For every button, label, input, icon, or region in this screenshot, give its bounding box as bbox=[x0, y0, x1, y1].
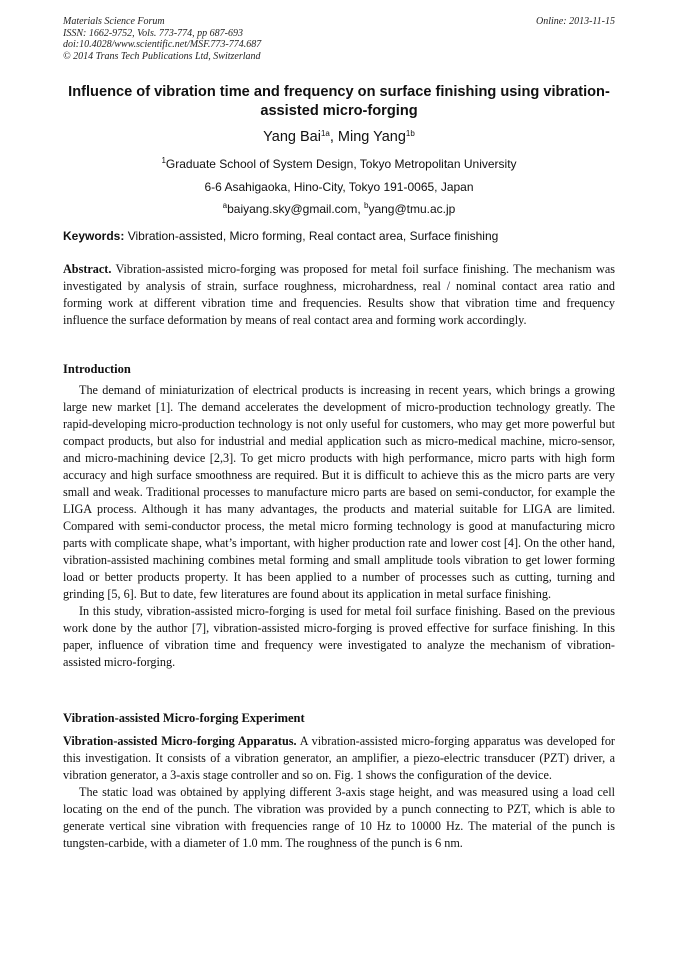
subsection-label: Vibration-assisted Micro-forging Apparatus. bbox=[63, 734, 297, 748]
keywords bbox=[63, 229, 623, 243]
author-name: Ming Yang bbox=[337, 129, 406, 145]
paragraph-text: A vibration-assisted micro-forging apparatus was developed for this investigation. It consists of a vibration generator, an amplifier, a piezo-electric transducer (PZT) driver, a vibration generator, a 3-axis stage controller and so on. Fig. 1 shows the configuration of the device. bbox=[63, 734, 615, 782]
email-address: baiyang.sky@gmail.com bbox=[227, 202, 358, 216]
email-superscript: a bbox=[222, 201, 228, 210]
affiliation-address: 6-6 Asahigaoka, Hino-City, Tokyo 191-0065, Japan bbox=[204, 180, 474, 194]
email-address: yang@tmu.ac.jp bbox=[368, 202, 456, 216]
author-separator: , bbox=[329, 129, 338, 145]
email-separator: , bbox=[357, 202, 364, 216]
abstract bbox=[63, 261, 615, 329]
abstract-text: Vibration-assisted micro-forging was proposed for metal foil surface finishing. The mechanism was investigated by analysis of strain, surface roughness, microhardness, real / nominal contact area ratio and forming work at different vibration time and frequencies. Results show that vibration time and frequency influence the surface deformation by means of real contact area and forming work accordingly. bbox=[63, 262, 615, 327]
affiliation-institution: Graduate School of System Design, Tokyo Metropolitan University bbox=[165, 157, 517, 171]
experiment-heading: Vibration-assisted Micro-forging Experiment bbox=[63, 711, 305, 725]
keywords-text: Vibration-assisted, Micro forming, Real contact area, Surface finishing bbox=[124, 229, 499, 243]
journal-issn: ISSN: 1662-9752, Vols. 773-774, pp 687-693 bbox=[63, 27, 243, 39]
paper-title: Influence of vibration time and frequency on surface finishing using vibration-assisted micro-forging bbox=[68, 84, 610, 119]
email-superscript: b bbox=[364, 201, 369, 210]
online-date: Online: 2013-11-15 bbox=[536, 16, 615, 27]
author-superscript: 1b bbox=[405, 129, 415, 138]
abstract-label: Abstract. bbox=[63, 262, 112, 276]
journal-copyright: © 2014 Trans Tech Publications Ltd, Switzerland bbox=[63, 50, 261, 62]
keywords-label: Keywords: bbox=[63, 229, 125, 243]
author-superscript: 1a bbox=[320, 129, 330, 138]
introduction-body bbox=[63, 382, 615, 671]
journal-header bbox=[63, 16, 615, 62]
author-name: Yang Bai bbox=[263, 129, 321, 145]
paragraph: The demand of miniaturization of electrical products is increasing in recent years, which brings a growing large new market [1]. The demand accelerates the development of micro-production technology greatly. The rapid-developing micro-production technology is not only useful for customers, who may get more powerful but compact products, but also for industrial and medial application such as micro-medical machine, micro-sensor, and micro-machining device [2,3]. To get micro products with high performance, micro parts with high form accuracy and high surface smoothness are required. But it is difficult to achieve this as the micro parts are very small and weak. Traditional processes to manufacture micro parts are based on semi-conductor, for example the LIGA process. Although it has many advantages, the products and material suitable for LIGA are limited. Compared with semi-conductor process, the metal micro forming technology is good at manufacturing micro parts with complicate shape, what’s important, with higher production rate and lower cost [4]. On the other hand, vibration-assisted machining combines metal forming and small amplitude tools vibration to get lower forming load or better products property. It has been applied to a number of processes such as cutting, turning and grinding [5, 6]. But to date, few literatures are found about its application in metal surface finishing. bbox=[63, 383, 615, 601]
journal-doi: doi:10.4028/www.scientific.net/MSF.773-774.687 bbox=[63, 39, 262, 50]
journal-name: Materials Science Forum bbox=[63, 16, 165, 27]
author-line bbox=[0, 129, 678, 145]
introduction-heading: Introduction bbox=[63, 362, 131, 376]
affiliation-line bbox=[0, 157, 678, 171]
experiment-body bbox=[63, 733, 615, 852]
paragraph: In this study, vibration-assisted micro-forging is used for metal foil surface finishing. Based on the previous work done by the author [7], vibration-assisted micro-forging is proved effective for surface finishing. In this paper, influence of vibration time and frequency were investigated to analyze the mechanism of vibration-assisted micro-forging. bbox=[63, 604, 615, 669]
paragraph: The static load was obtained by applying different 3-axis stage height, and was measured using a load cell locating on the end of the punch. The vibration was provided by a punch connecting to PZT, which is able to generate vertical sine vibration with frequencies range of 10 Hz to 10000 Hz. The material of the punch is tungsten-carbide, with a diameter of 1.0 mm. The roughness of the punch is 6 nm. bbox=[63, 785, 615, 850]
email-line bbox=[0, 202, 678, 216]
paragraph bbox=[63, 733, 615, 784]
affiliation-superscript: 1 bbox=[161, 156, 166, 165]
